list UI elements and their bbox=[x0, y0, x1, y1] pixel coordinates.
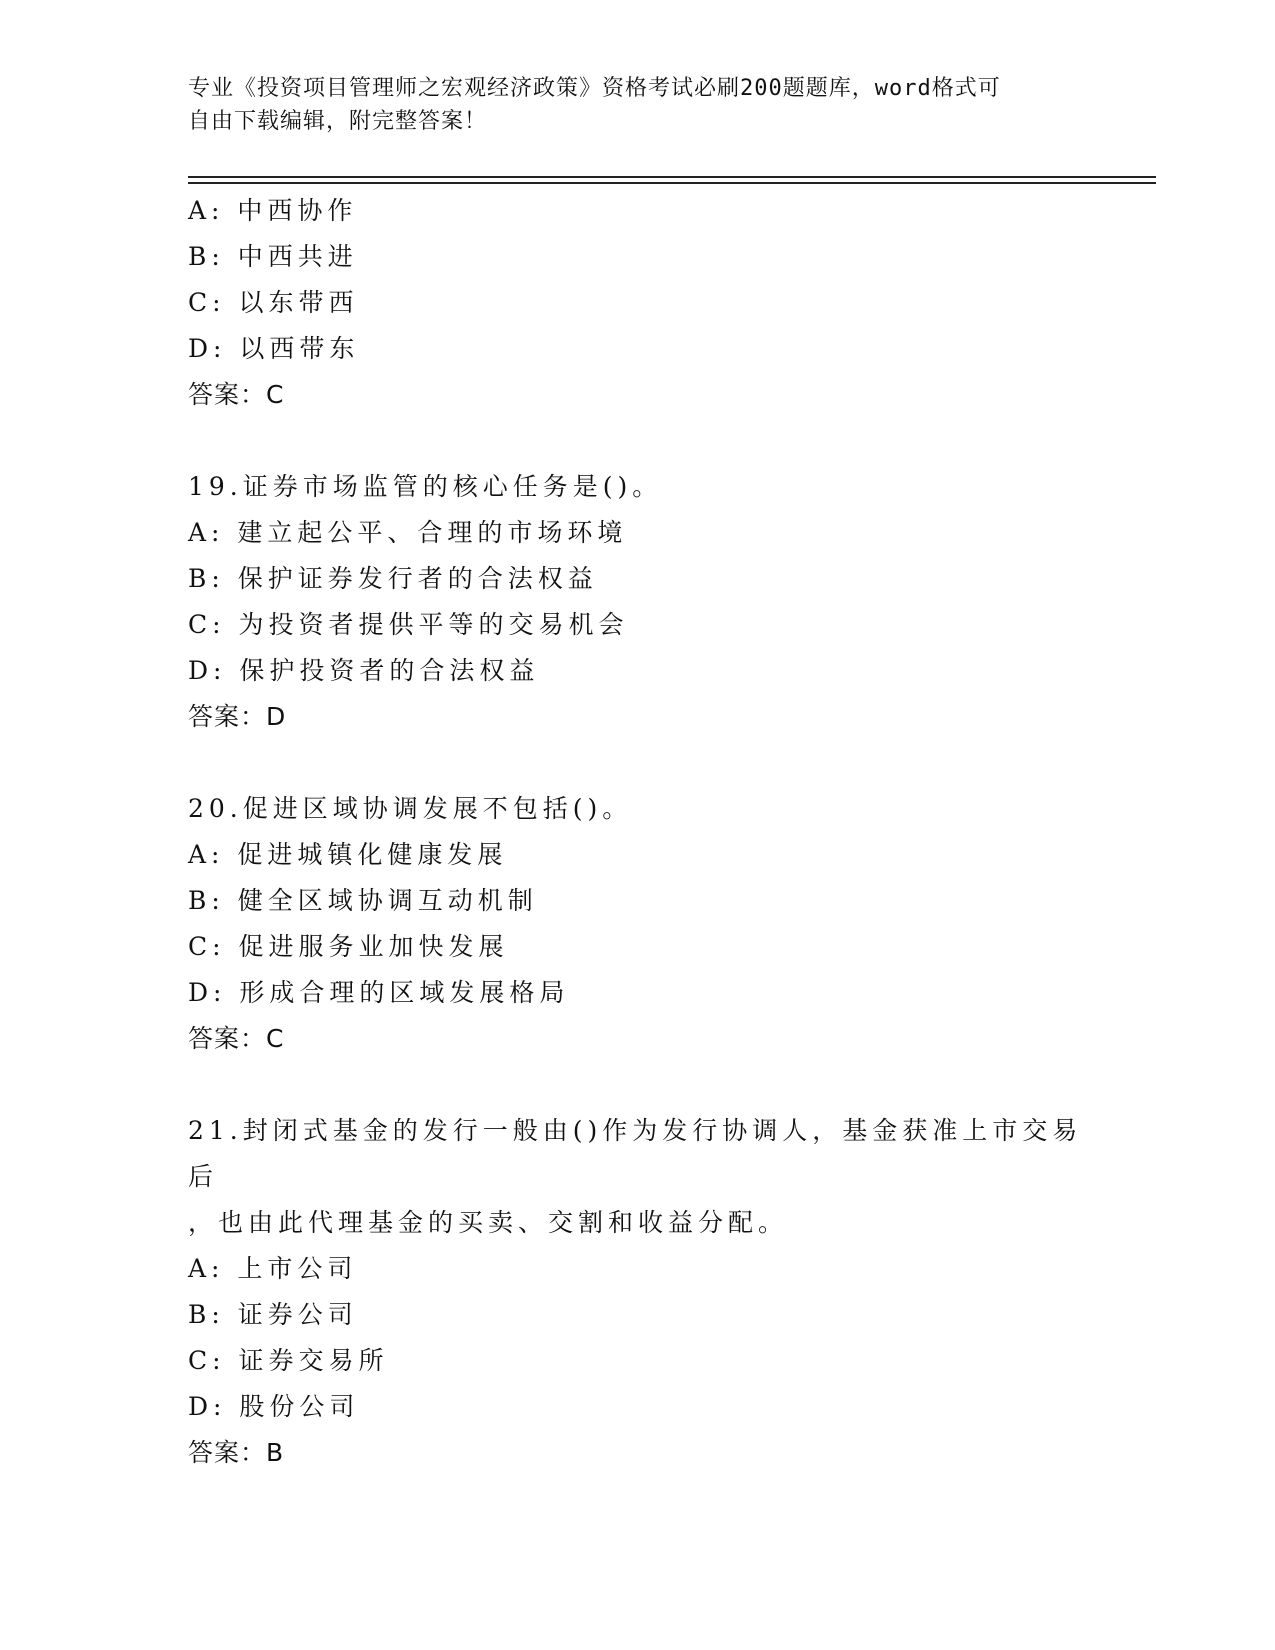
question-stem-line-2: ，也由此代理基金的买卖、交割和收益分配。 bbox=[188, 1208, 789, 1237]
answer: 答案：C bbox=[188, 1024, 285, 1053]
question-18 bbox=[188, 188, 1088, 418]
question-19 bbox=[188, 464, 1088, 740]
answer: 答案：D bbox=[188, 702, 287, 731]
option-d: D: 以西带东 bbox=[188, 334, 360, 363]
option-c: C: 促进服务业加快发展 bbox=[188, 932, 509, 961]
option-d: D: 股份公司 bbox=[188, 1392, 360, 1421]
option-b: B: 健全区域协调互动机制 bbox=[188, 886, 538, 915]
question-stem-line-1: 21.封闭式基金的发行一般由()作为发行协调人，基金获准上市交易后 bbox=[188, 1116, 1083, 1191]
question-list bbox=[188, 188, 1088, 1476]
question-stem: 19.证券市场监管的核心任务是()。 bbox=[188, 472, 663, 501]
option-b: B: 保护证券发行者的合法权益 bbox=[188, 564, 598, 593]
document-header bbox=[188, 72, 1068, 138]
option-c: C: 为投资者提供平等的交易机会 bbox=[188, 610, 629, 639]
header-line-1: 专业《投资项目管理师之宏观经济政策》资格考试必刷200题题库，word格式可 bbox=[188, 76, 1001, 101]
header-divider-top bbox=[188, 176, 1156, 178]
question-21 bbox=[188, 1108, 1088, 1476]
question-stem: 20.促进区域协调发展不包括()。 bbox=[188, 794, 633, 823]
question-20 bbox=[188, 786, 1088, 1062]
answer: 答案：B bbox=[188, 1438, 285, 1467]
option-a: A: 中西协作 bbox=[188, 196, 358, 225]
spacer bbox=[188, 418, 1088, 464]
option-c: C: 证券交易所 bbox=[188, 1346, 389, 1375]
option-d: D: 保护投资者的合法权益 bbox=[188, 656, 540, 685]
option-b: B: 证券公司 bbox=[188, 1300, 358, 1329]
option-a: A: 建立起公平、合理的市场环境 bbox=[188, 518, 628, 547]
option-d: D: 形成合理的区域发展格局 bbox=[188, 978, 570, 1007]
option-c: C: 以东带西 bbox=[188, 288, 359, 317]
header-line-2: 自由下载编辑，附完整答案！ bbox=[188, 109, 488, 134]
spacer bbox=[188, 1062, 1088, 1108]
option-a: A: 促进城镇化健康发展 bbox=[188, 840, 508, 869]
answer: 答案：C bbox=[188, 380, 285, 409]
spacer bbox=[188, 740, 1088, 786]
option-b: B: 中西共进 bbox=[188, 242, 358, 271]
option-a: A: 上市公司 bbox=[188, 1254, 358, 1283]
header-divider-bottom bbox=[188, 182, 1156, 184]
